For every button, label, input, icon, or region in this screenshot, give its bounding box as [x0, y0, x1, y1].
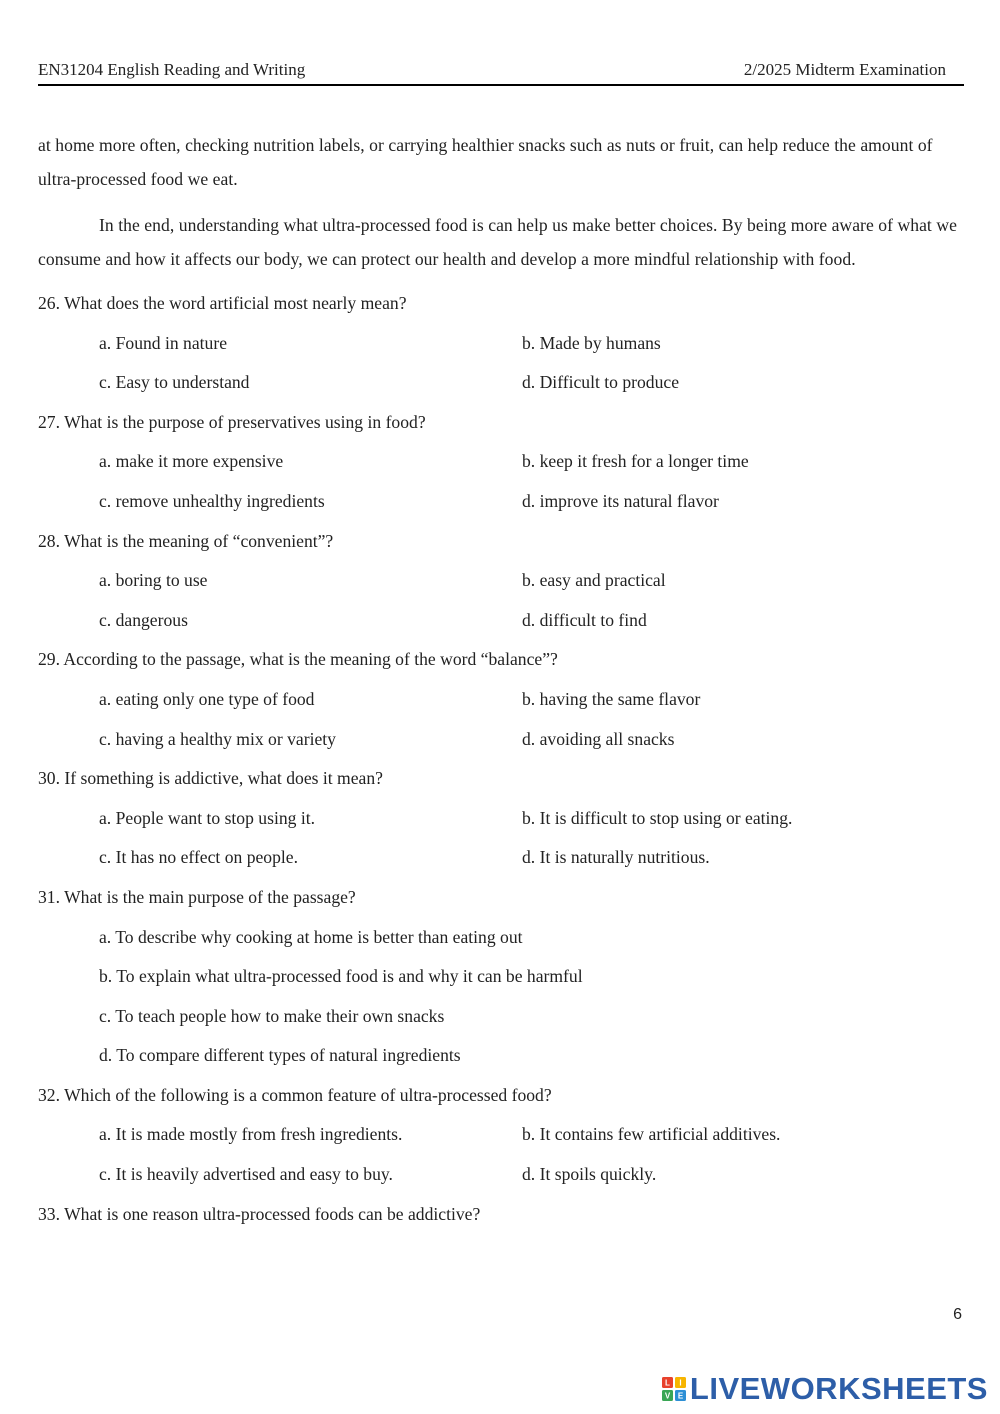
option-a[interactable]: a. People want to stop using it. [99, 807, 315, 828]
option-d[interactable]: d. Difficult to produce [522, 372, 680, 393]
course-title: EN31204 English Reading and Writing [38, 60, 306, 79]
option-b[interactable]: b. easy and practical [522, 570, 666, 591]
option-d[interactable]: d. It spoils quickly. [522, 1164, 657, 1185]
option-a[interactable]: a. To describe why cooking at home is better than eating out [99, 926, 523, 947]
option-b[interactable]: b. having the same flavor [522, 688, 701, 709]
option-c[interactable]: c. remove unhealthy ingredients [99, 490, 325, 511]
question-stem: 29. According to the passage, what is the meaning of the word “balance”? [38, 649, 558, 670]
page-number: 6 [953, 1306, 962, 1323]
option-a[interactable]: a. boring to use [99, 570, 208, 591]
passage-paragraph: at home more often, checking nutrition labels, or carrying healthier snacks such as nuts or fruit, can help reduce the amount of ultra-processed food we eat. [38, 135, 933, 189]
option-a[interactable]: a. eating only one type of food [99, 688, 315, 709]
question-28 [38, 526, 964, 645]
option-d[interactable]: d. avoiding all snacks [522, 728, 675, 749]
liveworksheets-logo-icon [662, 1377, 686, 1401]
option-b[interactable]: b. It is difficult to stop using or eating. [522, 807, 793, 828]
question-stem: 31. What is the main purpose of the passage? [38, 886, 356, 907]
exam-title: 2/2025 Midterm Examination [743, 60, 946, 79]
option-c[interactable]: c. having a healthy mix or variety [99, 728, 336, 749]
question-stem: 30. If something is addictive, what does it mean? [38, 768, 383, 789]
passage-paragraph: In the end, understanding what ultra-processed food is can help us make better choices. By being more aware of what we consume and how it affects our body, we can protect our health and develop a more mindful relationship with food. [38, 215, 957, 269]
option-c[interactable]: c. Easy to understand [99, 372, 250, 393]
question-31 [38, 882, 964, 1080]
option-d[interactable]: d. difficult to find [522, 609, 647, 630]
option-a[interactable]: a. Found in nature [99, 332, 228, 353]
question-stem: 26. What does the word artificial most nearly mean? [38, 293, 407, 313]
question-29 [38, 644, 964, 763]
question-stem: 33. What is one reason ultra-processed foods can be addictive? [38, 1203, 481, 1224]
option-b[interactable]: b. It contains few artificial additives. [522, 1124, 781, 1145]
question-stem: 32. Which of the following is a common feature of ultra-processed food? [38, 1084, 552, 1105]
svg-text:I: I [679, 1378, 682, 1388]
question-33 [38, 1199, 964, 1239]
option-c[interactable]: c. To teach people how to make their own snacks [99, 1005, 445, 1026]
brand-name: LIVEWORKSHEETS [689, 1371, 988, 1406]
option-b[interactable]: b. keep it fresh for a longer time [522, 451, 749, 472]
option-a[interactable]: a. It is made mostly from fresh ingredients. [99, 1124, 403, 1145]
question-stem: 27. What is the purpose of preservatives using in food? [38, 411, 426, 432]
svg-text:L: L [664, 1378, 670, 1388]
question-32 [38, 1080, 964, 1199]
option-d[interactable]: d. improve its natural flavor [522, 490, 719, 511]
option-d[interactable]: d. It is naturally nutritious. [522, 847, 710, 868]
question-27 [38, 407, 964, 526]
option-a[interactable]: a. make it more expensive [99, 451, 284, 472]
question-26 [38, 288, 964, 407]
option-c[interactable]: c. It is heavily advertised and easy to buy. [99, 1164, 393, 1185]
option-b[interactable]: b. To explain what ultra-processed food is and why it can be harmful [99, 966, 583, 987]
svg-text:E: E [677, 1391, 684, 1401]
svg-text:V: V [664, 1391, 671, 1401]
option-c[interactable]: c. dangerous [99, 609, 188, 630]
question-stem: 28. What is the meaning of “convenient”? [38, 530, 334, 551]
option-d[interactable]: d. To compare different types of natural ingredients [99, 1045, 461, 1066]
option-b[interactable]: b. Made by humans [522, 332, 661, 353]
page-content [38, 128, 964, 1238]
liveworksheets-brand[interactable] [662, 1372, 988, 1406]
page-header [38, 58, 964, 86]
option-c[interactable]: c. It has no effect on people. [99, 847, 298, 868]
question-30 [38, 763, 964, 882]
